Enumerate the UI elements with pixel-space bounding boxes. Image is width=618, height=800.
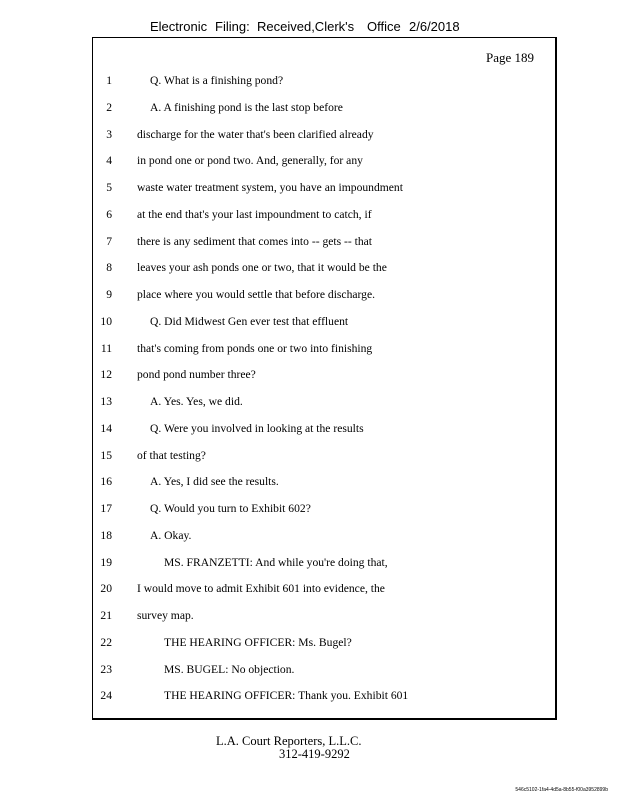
line-number: 9 [106,288,112,301]
line-text: at the end that's your last impoundment to catch, if [137,207,372,221]
line-text: A. Yes. Yes, we did. [150,395,243,408]
line-text: of that testing? [137,448,206,462]
line-text: Q. Did Midwest Gen ever test that effluent [150,314,349,328]
line-number: 7 [106,234,112,248]
transcript-line [0,524,618,551]
line-text: waste water treatment system, you have an impoundment [137,181,403,194]
line-number: 16 [100,475,112,489]
transcript-line [0,256,618,283]
transcript-line [0,551,618,578]
line-number: 3 [106,127,112,141]
transcript-line [0,149,618,176]
transcript-line [0,577,618,604]
line-number: 5 [106,181,112,194]
line-text: A. A finishing pond is the last stop before [150,100,343,114]
line-text: MS. FRANZETTI: And while you're doing that, [164,555,388,569]
line-number: 22 [100,635,112,649]
transcript-line [0,337,618,364]
transcript-line [0,684,618,711]
line-number: 11 [100,341,112,355]
line-number: 24 [100,689,112,703]
transcript-line [0,604,618,631]
line-text: there is any sediment that comes into -- gets -- that [137,234,373,248]
electronic-filing-header [0,19,618,37]
transcript-line [0,363,618,390]
transcript-line [0,123,618,150]
transcript-line [0,310,618,337]
transcript-line [0,176,618,203]
transcript-line [0,69,618,96]
transcript-line [0,96,618,123]
line-text: survey map. [137,609,194,622]
line-text: Q. Were you involved in looking at the results [150,421,364,435]
line-text: THE HEARING OFFICER: Ms. Bugel? [164,635,352,649]
transcript-line [0,631,618,658]
reporter-phone: 312-419-9292 [279,747,350,761]
header-word-electronic: Electronic [150,19,208,34]
line-text: leaves your ash ponds one or two, that it would be the [137,261,387,275]
line-number: 19 [100,555,112,569]
transcript-line [0,444,618,471]
transcript-line [0,390,618,417]
reporter-firm: L.A. Court Reporters, L.L.C. [216,734,362,748]
document-id: 546c5102-1fa4-4d5a-8b55-f00a3952899b [515,787,608,793]
transcript-line [0,230,618,257]
header-word-date: 2/6/2018 [409,19,460,34]
transcript-line [0,658,618,685]
line-text: THE HEARING OFFICER: Thank you. Exhibit 601 [164,689,409,703]
line-text: Q. What is a finishing pond? [150,74,284,87]
transcript-line [0,470,618,497]
transcript-line [0,203,618,230]
line-text: A. Okay. [150,528,192,542]
line-number: 10 [100,314,112,328]
line-number: 17 [100,502,112,515]
line-number: 2 [106,100,112,114]
line-number: 18 [100,528,112,542]
line-number: 4 [106,154,112,168]
line-text: discharge for the water that's been clarified already [137,127,374,141]
header-word-received: Received,Clerk's [257,19,355,34]
line-number: 20 [100,582,112,596]
line-text: that's coming from ponds one or two into finishing [137,341,373,355]
line-text: A. Yes, I did see the results. [150,475,279,489]
transcript-lines [0,69,618,711]
line-number: 8 [106,261,112,275]
transcript-line [0,497,618,524]
line-number: 21 [100,609,112,622]
line-text: MS. BUGEL: No objection. [164,662,295,676]
line-number: 15 [100,448,112,462]
line-number: 12 [100,368,112,382]
line-text: I would move to admit Exhibit 601 into evidence, the [137,582,385,596]
line-text: pond pond number three? [137,368,256,382]
line-number: 1 [106,74,112,87]
line-number: 6 [106,207,112,221]
transcript-line [0,283,618,310]
header-word-office: Office [367,19,401,34]
header-word-filing: Filing: [215,19,250,34]
line-number: 14 [100,421,112,435]
line-text: place where you would settle that before discharge. [137,288,376,301]
line-number: 13 [100,395,112,408]
page-number: Page 189 [485,50,534,65]
line-number: 23 [100,662,112,676]
line-text: in pond one or pond two. And, generally, for any [137,154,363,168]
transcript-line [0,417,618,444]
line-text: Q. Would you turn to Exhibit 602? [150,502,311,515]
